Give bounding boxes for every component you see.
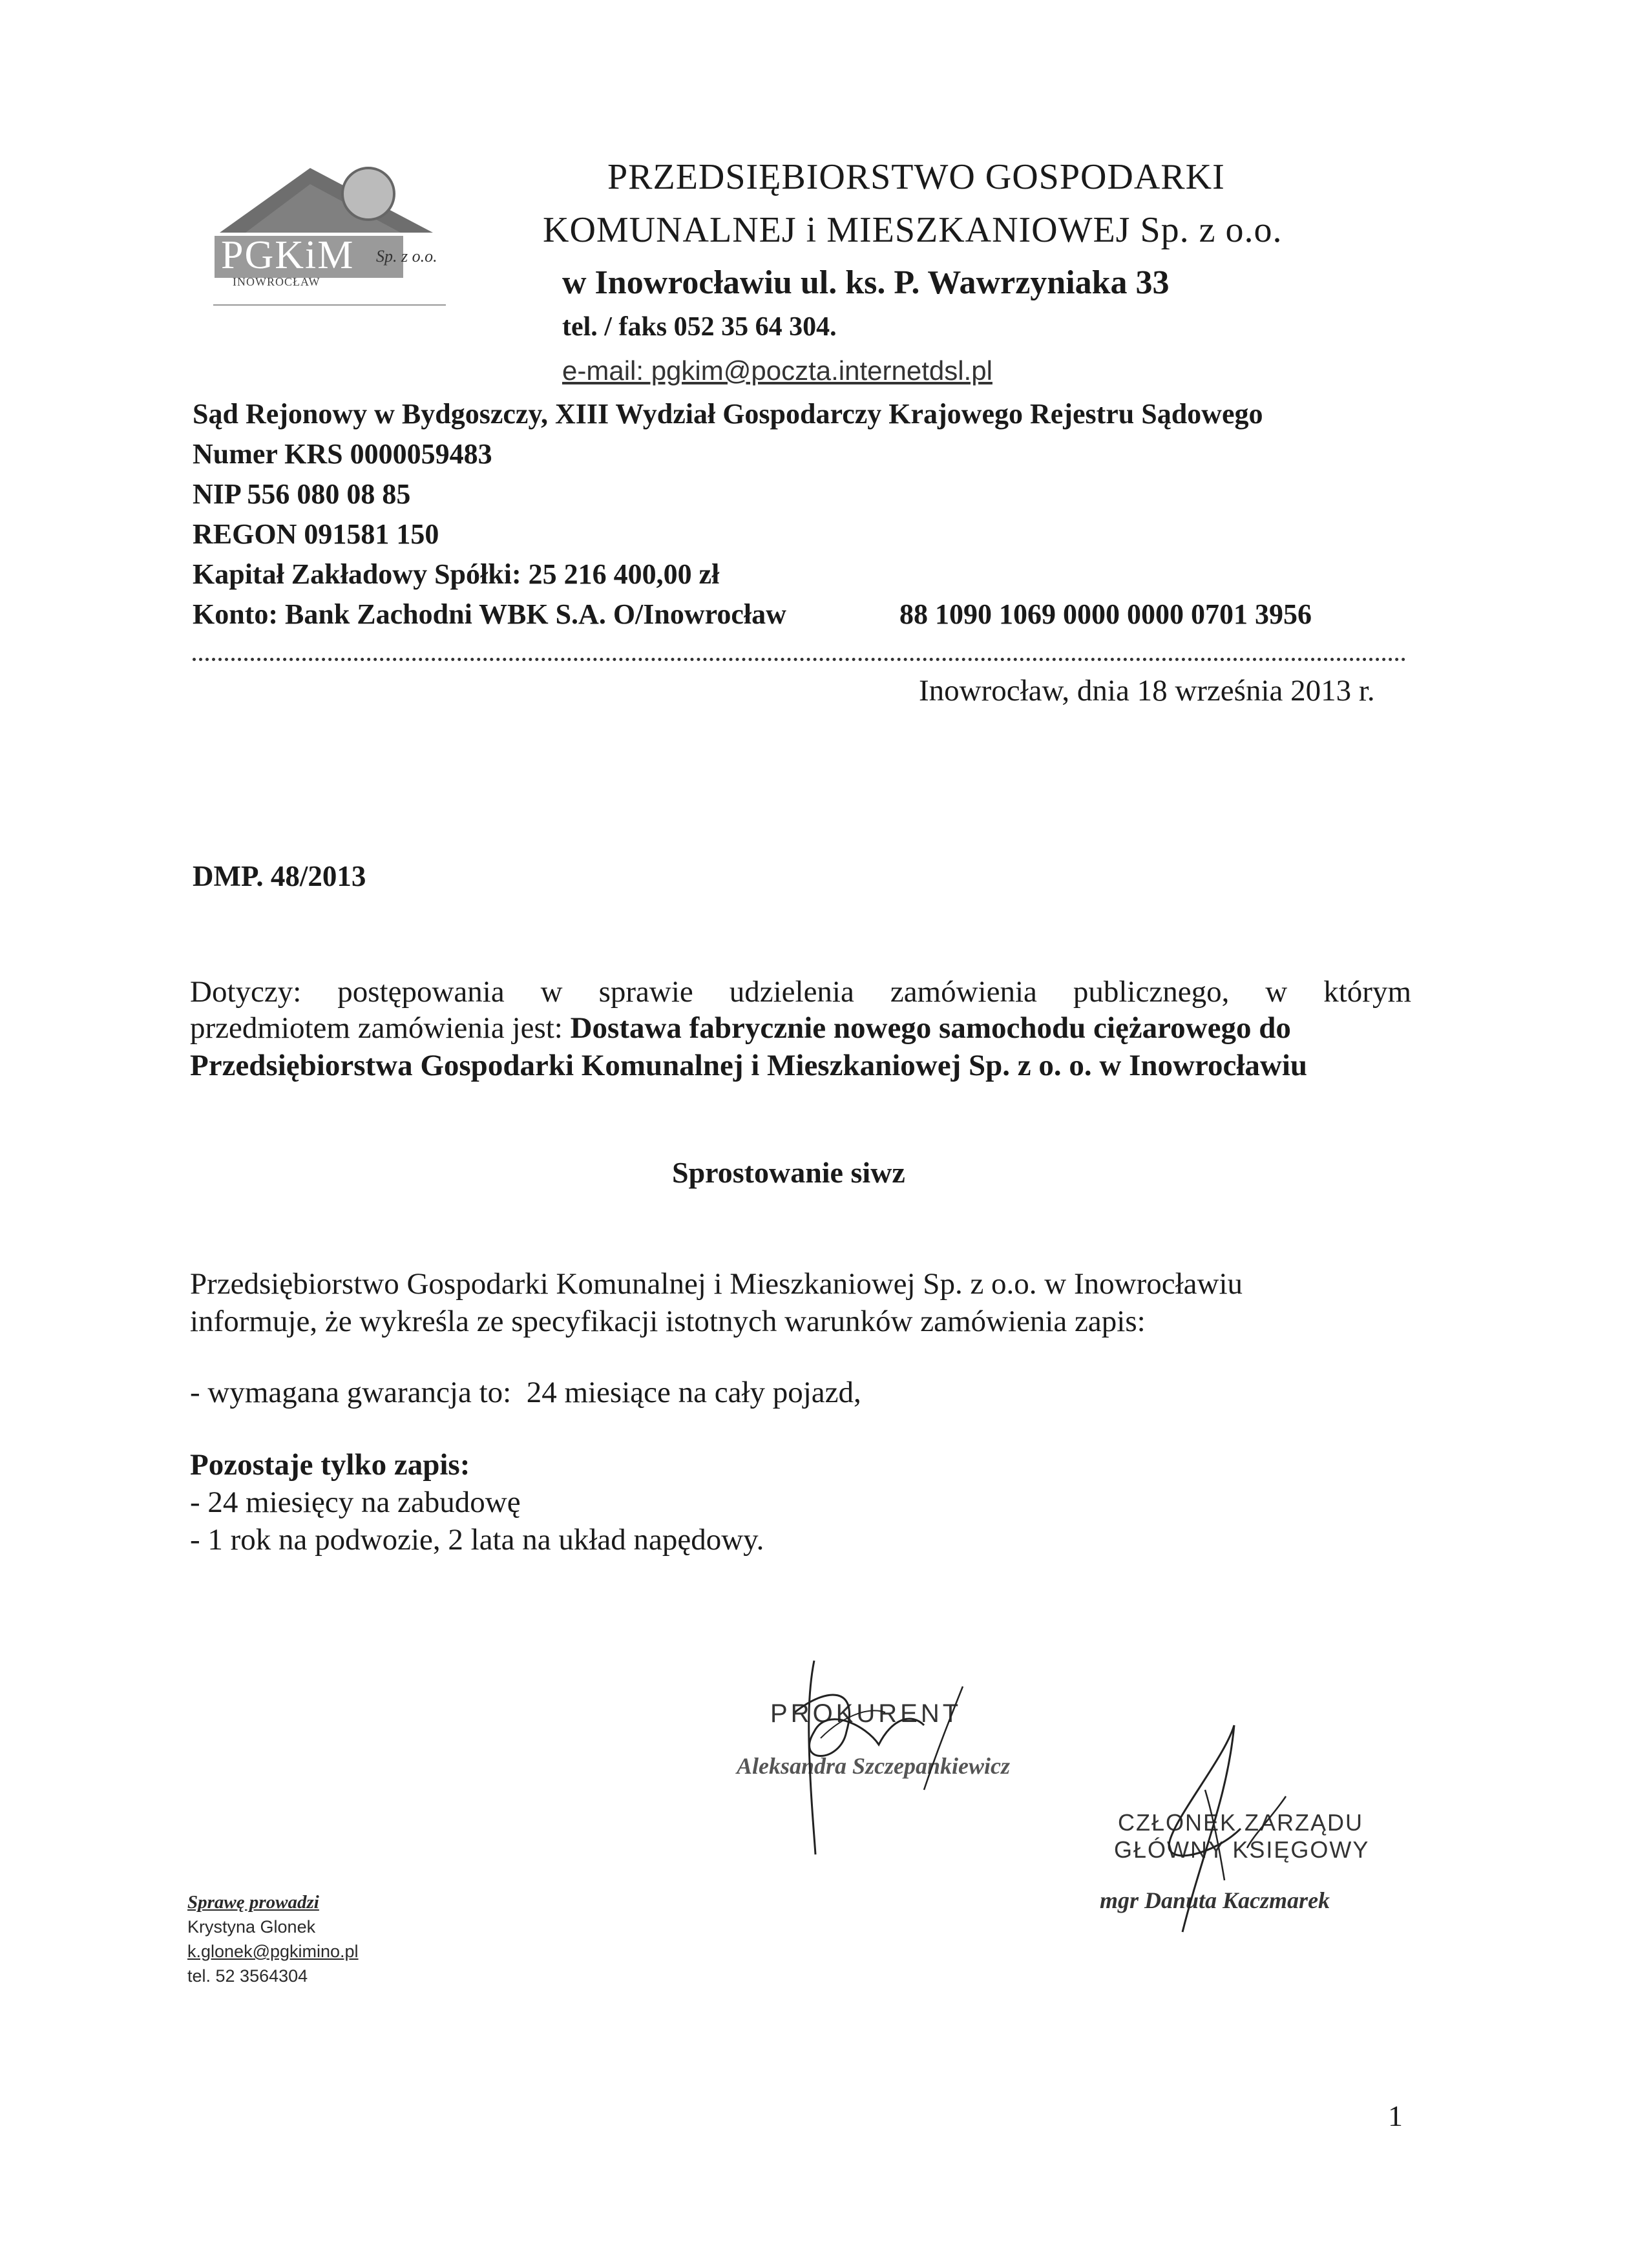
subject-prefix: przedmiotem zamówienia jest: <box>190 1011 571 1045</box>
dotted-separator <box>193 658 1406 661</box>
handwritten-signature-right <box>1086 1719 1409 1938</box>
court-registry: Sąd Rejonowy w Bydgoszczy, XIII Wydział Gospodarczy Krajowego Rejestru Sądowego <box>193 398 1263 430</box>
signature-title-right-2: GŁÓWNY KSIĘGOWY <box>1114 1836 1370 1863</box>
letter-date: Inowrocław, dnia 18 września 2013 r. <box>919 674 1375 708</box>
remaining-item: - 1 rok na podwozie, 2 lata na układ napędowy. <box>190 1523 764 1557</box>
remaining-heading: Pozostaje tylko zapis: <box>190 1448 470 1482</box>
bank-account-number: 88 1090 1069 0000 0000 0701 3956 <box>899 598 1312 630</box>
company-name-line-2: KOMUNALNEJ i MIESZKANIOWEJ Sp. z o.o. <box>543 210 1283 250</box>
company-phone: tel. / faks 052 35 64 304. <box>562 312 837 342</box>
signature-name-right: mgr Danuta Kaczmarek <box>1100 1887 1330 1913</box>
struck-item: - wymagana gwarancja to: 24 miesiące na cały pojazd, <box>190 1376 861 1409</box>
subject-line-1: Dotyczy: postępowania w sprawie udzielenia zamówienia publicznego, w którym <box>190 975 1411 1009</box>
subject-line-2 <box>190 1009 1411 1047</box>
page-number: 1 <box>1388 2099 1403 2132</box>
bank-account-label: Konto: Bank Zachodni WBK S.A. O/Inowrocław <box>193 598 786 630</box>
regon-number: REGON 091581 150 <box>193 518 439 550</box>
logo-city: INOWROCŁAW <box>233 275 320 288</box>
signature-block-left <box>717 1641 1053 1861</box>
nip-number: NIP 556 080 08 85 <box>193 478 411 510</box>
handled-by-email[interactable]: k.glonek@pgkimino.pl <box>187 1942 359 1961</box>
handled-by-label: Sprawę prowadzi <box>187 1892 319 1913</box>
company-email[interactable]: e-mail: pgkim@poczta.internetdsl.pl <box>562 355 993 386</box>
company-logo <box>207 155 452 310</box>
subject-bold-part-1: Dostawa fabrycznie nowego samochodu ciężarowego do <box>570 1011 1291 1045</box>
subject-line-3: Przedsiębiorstwa Gospodarki Komunalnej i Mieszkaniowej Sp. z o. o. w Inowrocławiu <box>190 1049 1308 1082</box>
handled-by-phone: tel. 52 3564304 <box>187 1966 308 1986</box>
body-paragraph-line-1: Przedsiębiorstwo Gospodarki Komunalnej i Mieszkaniowej Sp. z o.o. w Inowrocławiu <box>190 1267 1243 1301</box>
share-capital: Kapitał Zakładowy Spółki: 25 216 400,00 zł <box>193 558 720 590</box>
signature-title-left: PROKURENT <box>770 1699 962 1728</box>
body-paragraph-line-2: informuje, że wykreśla ze specyfikacji istotnych warunków zamówienia zapis: <box>190 1305 1146 1338</box>
signature-name-left: Aleksandra Szczepankiewicz <box>737 1753 1011 1779</box>
reference-number: DMP. 48/2013 <box>193 860 366 892</box>
company-name-line-1: PRZEDSIĘBIORSTWO GOSPODARKI <box>607 157 1225 197</box>
signature-block-right <box>1086 1719 1409 1938</box>
remaining-item: - 24 miesięcy na zabudowę <box>190 1486 521 1519</box>
company-address: w Inowrocławiu ul. ks. P. Wawrzyniaka 33 <box>562 264 1170 301</box>
document-title: Sprostowanie siwz <box>672 1156 905 1189</box>
krs-number: Numer KRS 0000059483 <box>193 438 492 470</box>
signature-title-right-1: CZŁONEK ZARZĄDU <box>1118 1809 1364 1836</box>
logo-suffix: Sp. z o.o. <box>376 247 437 266</box>
handled-by-name: Krystyna Glonek <box>187 1917 316 1937</box>
handwritten-signature-left <box>717 1641 1053 1861</box>
logo-text: PGKiM <box>221 233 355 277</box>
